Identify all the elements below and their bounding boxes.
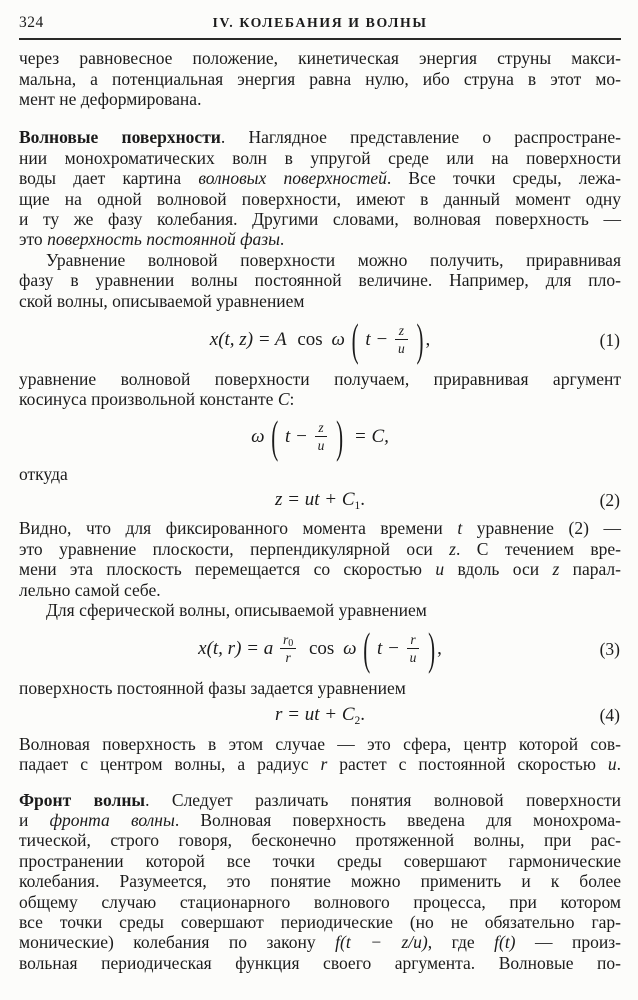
text-line: [19, 932, 621, 952]
text-segment: .: [616, 754, 621, 775]
text-segment: Волновая поверхность в этом случае — это сфера, центр которой сов-: [19, 733, 621, 754]
equation-body: z = ut + C: [275, 489, 355, 511]
text-line: [19, 600, 621, 620]
text-line: [19, 464, 621, 484]
equation-rhs: = C,: [353, 425, 389, 447]
open-paren: (: [363, 623, 371, 675]
text-segment: пространении которой все точки среды совершают гармонические: [19, 850, 621, 871]
text-segment: и ту же фазу колебания. Другими словами, волновая поверхность —: [19, 209, 621, 230]
text-segment: f(t − z/u): [335, 932, 428, 953]
close-paren: ): [428, 623, 436, 675]
text-segment: все точки среды совершают периодические (но не обязательно гар-: [19, 911, 621, 932]
text-line: [19, 559, 621, 579]
equation-number: (1): [599, 330, 620, 351]
text-segment: щие на одной волновой поверхности, имеют в данный момент одну: [19, 188, 621, 209]
text-segment: нии монохроматических волн в упругой среде или на поверхности: [19, 147, 621, 168]
text-segment: уравнение волновой поверхности получаем, приравнивая аргумент: [19, 369, 621, 390]
text-segment: u: [435, 559, 445, 580]
text-segment: вольная периодическая функция своего аргумента. Волновые по-: [19, 952, 621, 973]
paragraph: [19, 48, 621, 109]
open-paren: (: [351, 313, 359, 366]
text-segment: воды дает картина: [19, 168, 199, 189]
text-line: [19, 912, 621, 932]
text-segment: вдоль оси: [444, 559, 553, 580]
text-segment: фронта волны: [49, 809, 175, 830]
text-segment: уравнение (2) —: [462, 518, 621, 539]
text-line: [19, 678, 621, 698]
text-segment: z: [449, 538, 456, 559]
fraction: $\frac{r_0}{r}$: [280, 633, 296, 665]
text-line: [19, 851, 621, 871]
text-segment: . Наглядное представление о распростране-: [220, 127, 622, 148]
text-segment: это: [19, 229, 48, 250]
open-paren: (: [271, 410, 279, 463]
text-line: [19, 734, 621, 754]
text-segment: z: [552, 559, 560, 580]
equation-3: x(t, r) = a $\frac{r_0}{r}$ cos ω ( t − $\frac{r}{u}$ ) , (3): [19, 622, 621, 676]
text-segment: Видно, что для фиксированного момента времени: [19, 518, 458, 539]
fraction: $\frac{r}{u}$: [407, 633, 420, 665]
text-line: [19, 790, 621, 810]
text-segment: Волновые поверхности: [19, 127, 221, 148]
text-segment: мент не деформирована.: [19, 89, 202, 109]
text-line: [19, 871, 621, 891]
page-header: [19, 12, 621, 34]
omega-symbol: ω: [251, 425, 265, 447]
cos-function: cos: [309, 638, 335, 660]
equation-unnumbered: [19, 412, 621, 462]
text-line: [19, 250, 621, 270]
text-segment: косинуса произвольной константе: [19, 389, 278, 410]
text-line: [19, 539, 621, 559]
text-line: [19, 810, 621, 830]
subscript: 1: [354, 500, 361, 513]
text-segment: t: [457, 518, 463, 539]
equation-1: x(t, z) = A cos ω ( t − $\frac{z}{u}$ ) , (1): [19, 313, 621, 367]
text-segment: u: [607, 754, 617, 775]
paragraph: [19, 250, 621, 311]
paragraph: [19, 464, 621, 484]
equation-number: (2): [599, 490, 620, 511]
paragraph: [19, 734, 621, 775]
text-segment: f(t): [494, 932, 516, 953]
text-segment: волновых поверхностей: [198, 168, 387, 189]
text-segment: фазу в уравнении волны постоянной величине. Например, для пло-: [19, 270, 621, 291]
chapter-header: IV. КОЛЕБАНИЯ И ВОЛНЫ: [212, 15, 428, 30]
text-line: [19, 229, 621, 249]
text-line: [19, 69, 621, 89]
equation-4: r = ut + $C_2$. (4): [19, 701, 621, 729]
close-paren: ): [336, 410, 344, 463]
text-segment: Фронт волны: [19, 789, 146, 810]
text-line: [19, 189, 621, 209]
page-number: 324: [19, 14, 44, 31]
text-segment: . Следует различать понятия волновой поверхности: [145, 789, 621, 810]
text-segment: . Волновая поверхность введена для монохрома-: [174, 809, 621, 830]
equation-number: (4): [599, 704, 620, 725]
text-segment: Для сферической волны, описываемой уравнением: [46, 599, 427, 620]
text-segment: растет с постоянной скоростью: [327, 754, 608, 775]
text-segment: колебания. Разумеется, это понятие можно применить и к более: [19, 871, 621, 892]
text-segment: — произ-: [515, 932, 621, 953]
text-segment: монические) колебания по закону: [19, 932, 336, 953]
omega-symbol: ω: [343, 638, 357, 660]
text-segment: поверхность постоянной фазы: [47, 229, 280, 250]
text-line: [19, 953, 621, 973]
text-segment: , где: [427, 932, 495, 953]
text-segment: ской волны, описываемой уравнением: [19, 290, 305, 311]
text-segment: и: [19, 809, 50, 830]
text-line: [19, 127, 621, 147]
text-line: [19, 518, 621, 538]
text-line: [19, 270, 621, 290]
close-paren: ): [416, 313, 424, 366]
text-line: [19, 369, 621, 389]
cos-function: cos: [297, 329, 323, 351]
text-segment: общему случаю стационарного волнового процесса, при котором: [19, 891, 621, 912]
subscript: 0: [288, 637, 294, 649]
equation-inner: t −: [377, 638, 400, 660]
text-line: [19, 389, 621, 409]
text-line: [19, 892, 621, 912]
text-segment: Уравнение волновой поверхности можно получить, приравнивая: [46, 249, 621, 270]
text-line: [19, 580, 621, 600]
omega-symbol: ω: [331, 329, 345, 351]
equation-number: (3): [599, 639, 620, 660]
paragraph: [19, 678, 621, 698]
text-line: [19, 148, 621, 168]
equation-inner: t −: [285, 425, 308, 447]
text-segment: через равновесное положение, кинетическая энергия струны макси-: [19, 48, 621, 69]
text-line: [19, 89, 621, 109]
paragraph-wave-front: [19, 790, 621, 974]
equation-inner: t −: [365, 329, 389, 351]
text-segment: C: [277, 389, 290, 410]
paragraph: [19, 369, 621, 410]
text-line: [19, 209, 621, 229]
text-segment: . Все точки среды, лежа-: [386, 168, 621, 189]
equation-body: r = ut + C: [275, 703, 355, 725]
header-rule: [19, 38, 621, 40]
equation-lhs: x(t, r) = a: [198, 638, 274, 660]
text-line: [19, 754, 621, 774]
paragraph-wave-surfaces: [19, 127, 621, 249]
text-segment: . С течением вре-: [455, 538, 621, 559]
fraction: $\frac{z}{u}$: [395, 324, 408, 356]
subscript: 2: [354, 714, 361, 727]
text-line: [19, 48, 621, 68]
text-segment: тической, строго говоря, бесконечно протяженной волны, при рас-: [19, 830, 621, 851]
text-segment: r: [320, 754, 328, 775]
text-line: [19, 830, 621, 850]
text-line: [19, 168, 621, 188]
text-segment: мальна, а потенциальная энергия равна нулю, ибо струна в этот мо-: [19, 68, 621, 89]
text-segment: лельно самой себе.: [19, 579, 161, 600]
paragraph: [19, 600, 621, 620]
paragraph: [19, 518, 621, 600]
text-segment: парал-: [559, 559, 621, 580]
text-segment: поверхность постоянной фазы задается уравнением: [19, 678, 406, 699]
equation-lhs: x(t, z) = A: [209, 329, 287, 351]
text-line: [19, 291, 621, 311]
equation-2: z = ut + $C_1$. (2): [19, 486, 621, 514]
fraction: $\frac{z}{u}$: [315, 421, 328, 453]
text-segment: .: [279, 229, 285, 250]
text-segment: :: [289, 389, 295, 410]
text-segment: падает с центром волны, а радиус: [19, 754, 321, 775]
text-segment: откуда: [19, 463, 68, 484]
text-segment: это уравнение плоскости, перпендикулярной оси: [19, 538, 450, 559]
text-segment: мени эта плоскость перемещается со скоростью: [19, 559, 436, 580]
